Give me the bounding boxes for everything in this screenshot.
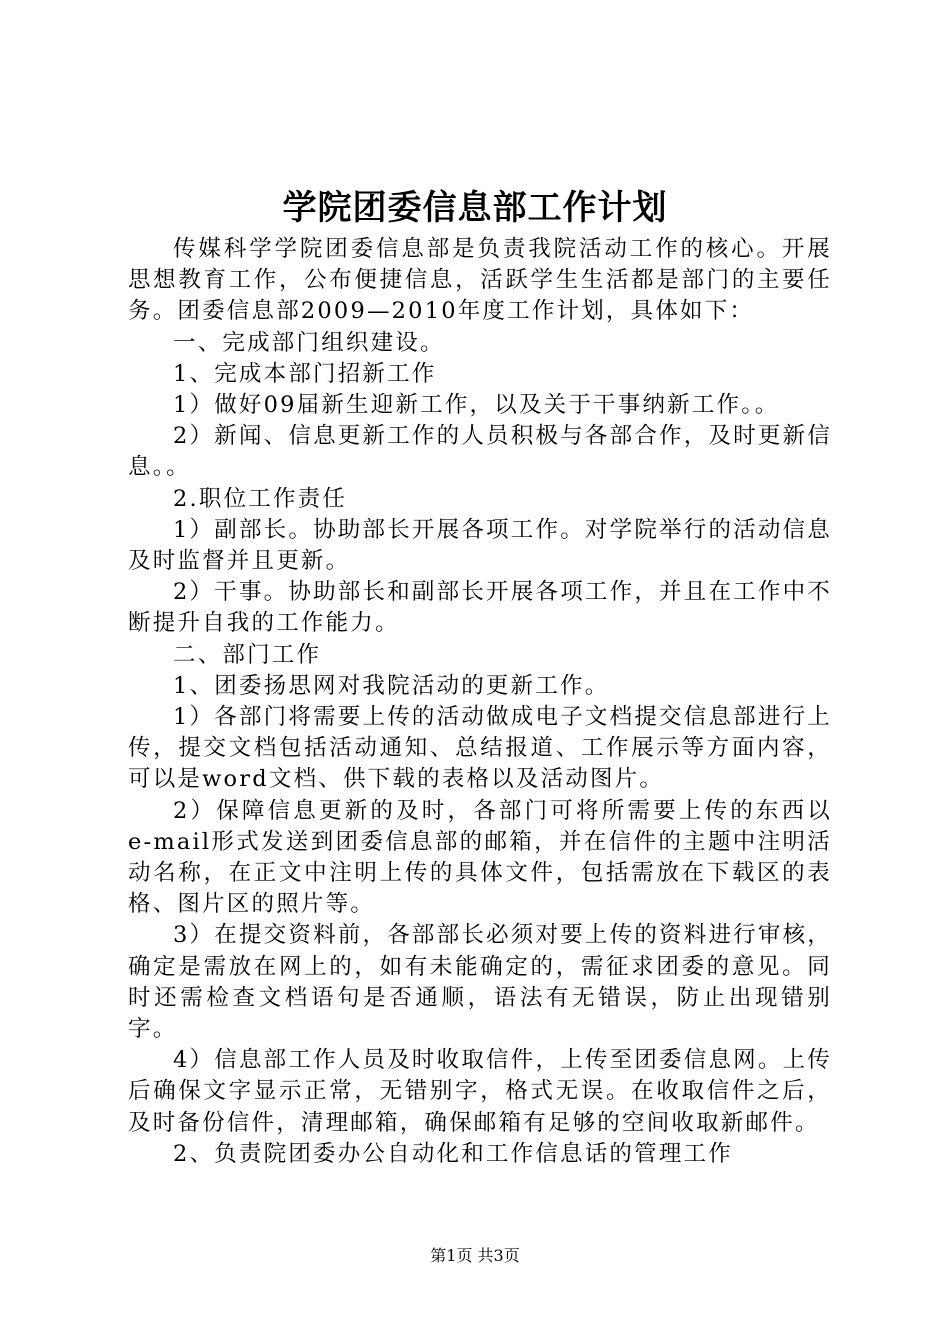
paragraph: 3）在提交资料前，各部部长必须对要上传的资料进行审核，确定是需放在网上的，如有未能确定的，需征求团委的意见。同时还需检查文档语句是否通顺，语法有无错误，防止出现错别字。 <box>128 922 832 1043</box>
paragraph: 1）做好09届新生迎新工作，以及关于干事纳新工作。。 <box>173 392 780 419</box>
paragraph: 1、团委扬思网对我院活动的更新工作。 <box>173 672 610 699</box>
paragraph: 二、部门工作 <box>173 641 322 668</box>
paragraph: 2.职位工作责任 <box>173 485 348 512</box>
paragraph: 1）各部门将需要上传的活动做成电子文档提交信息部进行上传，提交文档包括活动通知、总结报道、工作展示等方面内容，可以是word文档、供下载的表格以及活动图片。 <box>128 704 832 793</box>
paragraph: 1）副部长。协助部长开展各项工作。对学院举行的活动信息及时监督并且更新。 <box>128 516 832 575</box>
paragraph: 传媒科学学院团委信息部是负责我院活动工作的核心。开展思想教育工作，公布便捷信息，活跃学生生活都是部门的主要任务。团委信息部2009—2010年度工作计划，具体如下： <box>128 236 832 325</box>
paragraph: 2）保障信息更新的及时，各部门可将所需要上传的东西以e-mail形式发送到团委信息部的邮箱，并在信件的主题中注明活动名称，在正文中注明上传的具体文件，包括需放在下载区的表格、图片区的照片等。 <box>128 797 832 918</box>
paragraph: 4）信息部工作人员及时收取信件，上传至团委信息网。上传后确保文字显示正常，无错别字，格式无误。在收取信件之后，及时备份信件，清理邮箱，确保邮箱有足够的空间收取新邮件。 <box>128 1047 832 1136</box>
paragraph: 一、完成部门组织建设。 <box>173 329 445 356</box>
document-title: 学院团委信息部工作计划 <box>282 188 668 228</box>
document-body <box>128 234 832 1170</box>
paragraph: 2）干事。协助部长和副部长开展各项工作，并且在工作中不断提升自我的工作能力。 <box>128 579 832 637</box>
paragraph: 2）新闻、信息更新工作的人员积极与各部合作，及时更新信息。。 <box>128 423 832 481</box>
paragraph: 1、完成本部门招新工作 <box>173 360 437 387</box>
page-footer: 第1页 共3页 <box>430 1246 520 1265</box>
paragraph: 2、负责院团委办公自动化和工作信息话的管理工作 <box>173 1140 733 1167</box>
